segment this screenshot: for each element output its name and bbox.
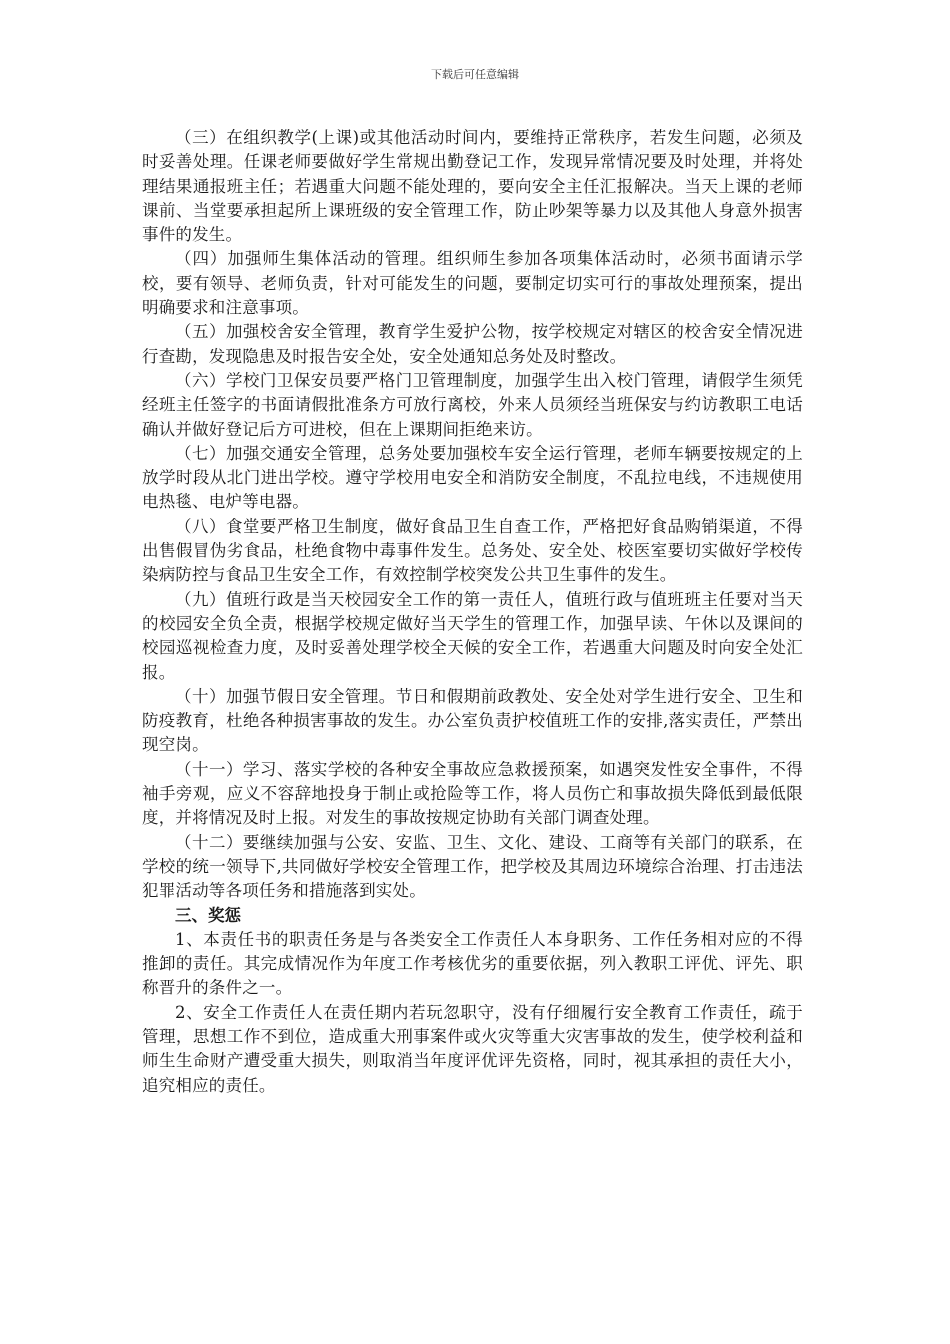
paragraph-item-3: （三）在组织教学(上课)或其他活动时间内，要维持正常秩序，若发生问题，必须及时妥善处理。任课老师要做好学生常规出勤登记工作，发现异常情况要及时处理，并将处理结果通报班主任；若遇重大问题不能处理的，要向安全主任汇报解决。当天上课的老师课前、当堂要承担起所上课班级的安全管理工作，防止吵架等暴力以及其他人身意外损害事件的发生。 xyxy=(142,128,803,245)
paragraph-clause-2: 2、安全工作责任人在责任期内若玩忽职守，没有仔细履行安全教育工作责任，疏于管理，思想工作不到位，造成重大刑事案件或火灾等重大灾害事故的发生，使学校利益和师生生命财产遭受重大损失，则取消当年度评优评先资格，同时，视其承担的责任大小，追究相应的责任。 xyxy=(142,1002,803,1095)
page-header-note: 下载后可任意编辑 xyxy=(431,68,519,81)
paragraph-item-6: （六）学校门卫保安员要严格门卫管理制度，加强学生出入校门管理，请假学生须凭经班主任签字的书面请假批准条方可放行离校，外来人员须经当班保安与约访教职工电话确认并做好登记后方可进校，但在上课期间拒绝来访。 xyxy=(142,370,803,439)
paragraph-item-12: （十二）要继续加强与公安、安监、卫生、文化、建设、工商等有关部门的联系，在学校的统一领导下,共同做好学校安全管理工作，把学校及其周边环境综合治理、打击违法犯罪活动等各项任务和措施落到实处。 xyxy=(142,832,803,901)
paragraph-item-11: （十一）学习、落实学校的各种安全事故应急救援预案，如遇突发性安全事件，不得袖手旁观，应义不容辞地投身于制止或抢险等工作，将人员伤亡和事故损失降低到最低限度，并将情况及时上报。对发生的事故按规定协助有关部门调查处理。 xyxy=(142,759,803,828)
paragraph-item-5: （五）加强校舍安全管理，教育学生爱护公物，按学校规定对辖区的校舍安全情况进行查勘，发现隐患及时报告安全处，安全处通知总务处及时整改。 xyxy=(142,322,803,366)
paragraph-item-10: （十）加强节假日安全管理。节日和假期前政教处、安全处对学生进行安全、卫生和防疫教育，杜绝各种损害事故的发生。办公室负责护校值班工作的安排,落实责任，严禁出现空岗。 xyxy=(142,686,803,755)
paragraph-item-7: （七）加强交通安全管理，总务处要加强校车安全运行管理，老师车辆要按规定的上放学时段从北门进出学校。遵守学校用电安全和消防安全制度，不乱拉电线，不违规使用电热毯、电炉等电器。 xyxy=(142,443,803,512)
section-heading-rewards-penalties: 三、奖惩 xyxy=(175,905,241,925)
document-body xyxy=(142,126,803,1098)
paragraph-item-8: （八）食堂要严格卫生制度，做好食品卫生自查工作，严格把好食品购销渠道，不得出售假冒伪劣食品，杜绝食物中毒事件发生。总务处、安全处、校医室要切实做好学校传染病防控与食品卫生安全工作，有效控制学校突发公共卫生事件的发生。 xyxy=(142,516,803,585)
paragraph-item-4: （四）加强师生集体活动的管理。组织师生参加各项集体活动时，必须书面请示学校，要有领导、老师负责，针对可能发生的问题，要制定切实可行的事故处理预案，提出明确要求和注意事项。 xyxy=(142,249,803,318)
paragraph-clause-1: 1、本责任书的职责任务是与各类安全工作责任人本身职务、工作任务相对应的不得推卸的责任。其完成情况作为年度工作考核优劣的重要依据，列入教职工评优、评先、职称晋升的条件之一。 xyxy=(142,929,803,998)
paragraph-item-9: （九）值班行政是当天校园安全工作的第一责任人，值班行政与值班班主任要对当天的校园安全负全责，根据学校规定做好当天学生的管理工作，加强早读、午休以及课间的校园巡视检查力度，及时妥善处理学校全天候的安全工作，若遇重大问题及时向安全处汇报。 xyxy=(142,589,803,682)
